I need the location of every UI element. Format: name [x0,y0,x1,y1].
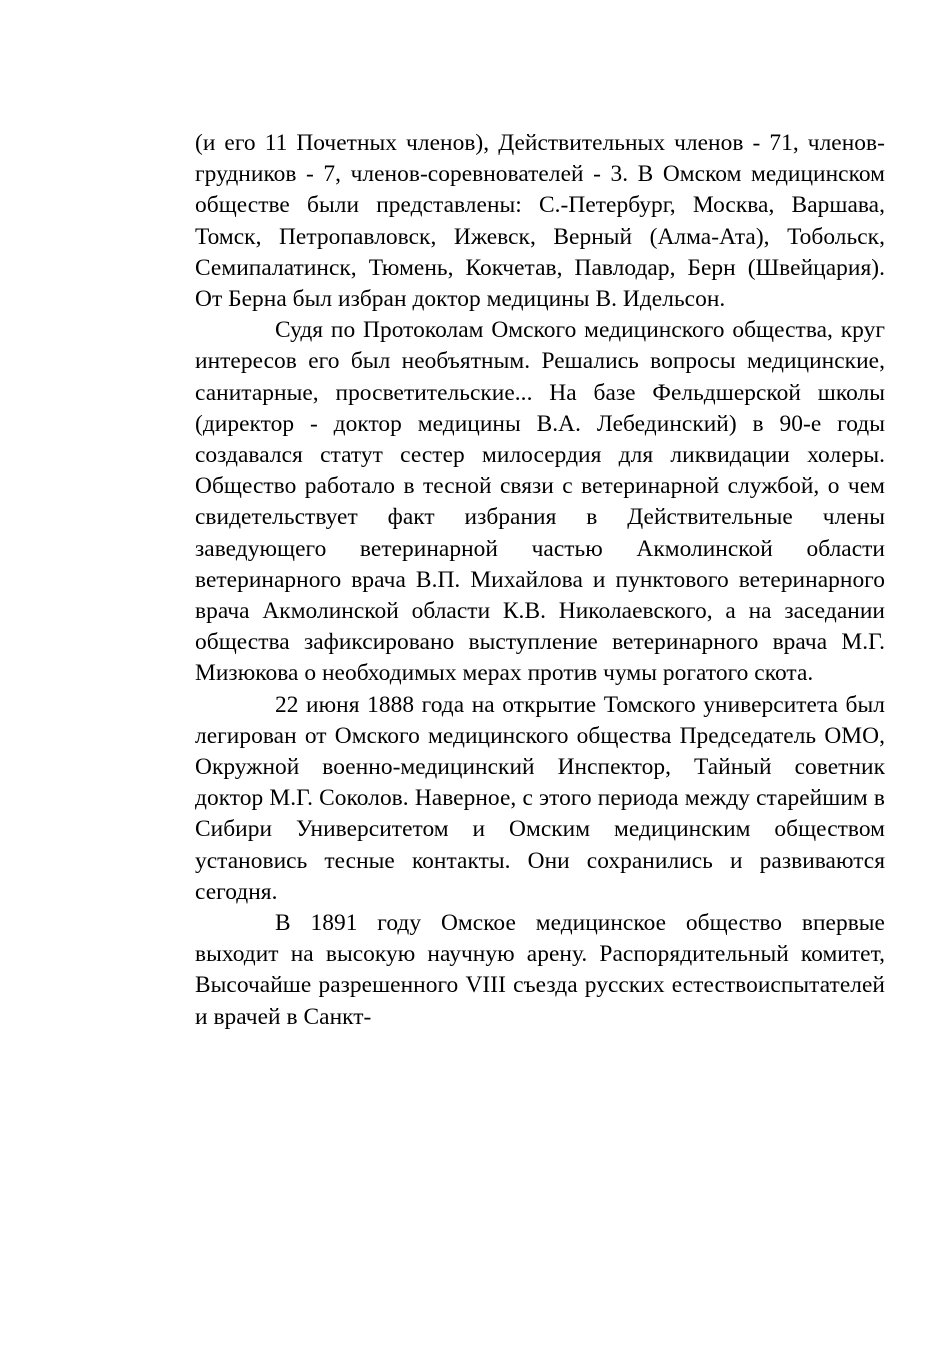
body-text [195,128,885,1033]
paragraph-3: 22 июня 1888 года на открытие Томского университета был легирован от Омского медицинского общества Председатель ОМО, Окружной военно-медицинский Инспектор, Тайный советник доктор М.Г. Соколов. Наверное, с этого периода между старейшим в Сибири Университетом и Омским медицинским обществом установись тесные контакты. Они сохранились и развиваются сегодня. [195,691,885,905]
paragraph-2: Судя по Протоколам Омского медицинского общества, круг интересов его был необъятным. Решались вопросы медицинские, санитарные, просветительские... На базе Фельдшерской школы (директор - доктор медицины В.А. Лебединский) в 90-е годы создавался статут сестер милосердия для ликвидации холеры. Общество работало в тесной связи с ветеринарной службой, о чем свидетельствует факт избрания в Действительные члены заведующего ветеринарной частью Акмолинской области ветеринарного врача В.П. Михайлова и пунктового ветеринарного врача Акмолинской области К.В. Николаевского, а на заседании общества зафиксировано выступление ветеринарного врача М.Г. Мизюкова о необходимых мерах против чумы рогатого скота. [195,317,885,687]
paragraph-4: В 1891 году Омское медицинское общество впервые выходит на высокую научную арену. Распорядительный комитет, Высочайше разрешенного VIII съезда русских естествоиспытателей и врачей в Санкт- [195,910,885,1030]
paragraph-1: (и его 11 Почетных членов), Действительных членов - 71, членов-грудников - 7, членов-соревнователей - 3. В Омском медицинском обществе были представлены: С.-Петербург, Москва, Варшава, Томск, Петропавловск, Ижевск, Верный (Алма-Ата), Тобольск, Семипалатинск, Тюмень, Кокчетав, Павлодар, Берн (Швейцария). От Берна был избран доктор медицины В. Идельсон. [195,130,885,313]
